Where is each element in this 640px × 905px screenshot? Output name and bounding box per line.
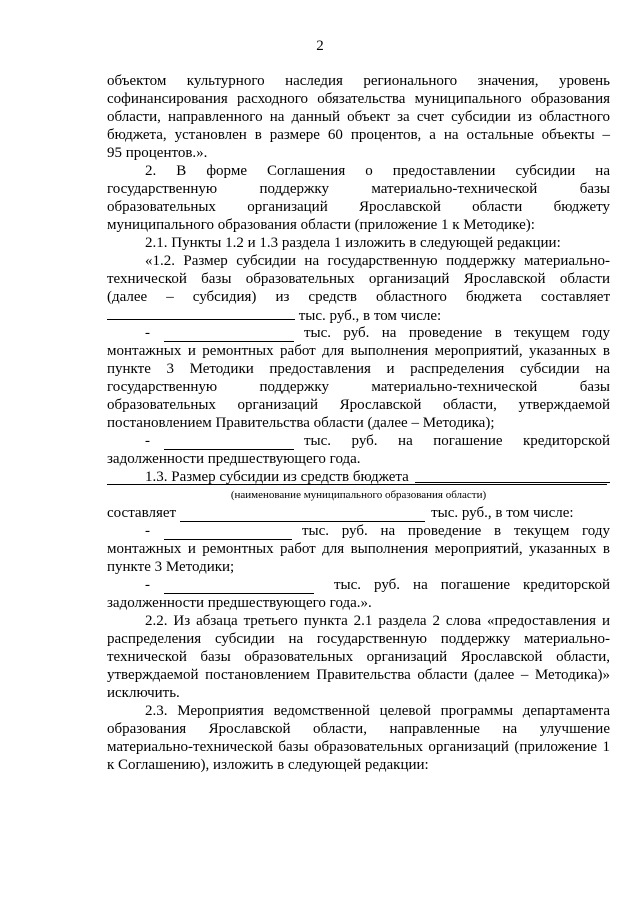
text-line: 2.1. Пункты 1.2 и 1.3 раздела 1 изложить в следующей редакции:	[145, 235, 561, 251]
text-line: задолженности предшествующего года.».	[107, 595, 372, 611]
text-line: софинансирования расходного обязательства муниципального образования	[107, 91, 610, 107]
blank-field	[164, 580, 314, 594]
text-line: тыс. руб., в том числе:	[107, 306, 610, 324]
text-line: монтажных и ремонтных работ для выполнения мероприятий, указанных в	[107, 541, 610, 557]
text-line: образовательных организаций Ярославской области бюджету	[107, 199, 610, 215]
text-line: - тыс. руб. на погашение кредиторской	[145, 433, 610, 449]
text-line: объектом культурного наследия регионального значения, уровень	[107, 73, 610, 89]
text-line: постановлением Правительства области (далее – Методика);	[107, 415, 495, 431]
text-line: 95 процентов.».	[107, 145, 208, 161]
blank-field	[164, 436, 294, 450]
text-line: бюджета, установлен в размере 60 процентов, а на остальные объекты –	[107, 127, 610, 143]
blank-field	[107, 484, 607, 485]
text-line: образовательных организаций Ярославской области, утверждаемой	[107, 397, 610, 413]
text-line: 2.3. Мероприятия ведомственной целевой программы департамента	[145, 703, 610, 719]
page-number: 2	[316, 38, 324, 54]
text-line: государственную поддержку материально-технической базы	[107, 379, 610, 395]
blank-field	[180, 508, 425, 522]
field-caption: (наименование муниципального образования области)	[230, 489, 487, 501]
text-line: пункте 3 Методики;	[107, 559, 235, 575]
text-line: муниципального образования области (приложение 1 к Методике):	[107, 217, 535, 233]
text-line: распределения субсидии на государственную поддержку материально-	[107, 631, 610, 647]
text-line: области, направленного на данный объект за счет субсидии из областного	[107, 109, 610, 125]
text-line: технической базы образовательных организаций Ярославской области,	[107, 649, 610, 665]
text-line: к Соглашению), изложить в следующей редакции:	[107, 757, 429, 773]
text-line: задолженности предшествующего года.	[107, 451, 361, 467]
text-line: 2.2. Из абзаца третьего пункта 2.1 раздела 2 слова «предоставления и	[145, 613, 610, 629]
text-line: 1.3. Размер субсидии из средств бюджета	[145, 468, 610, 486]
text-line: - тыс. руб. на погашение кредиторской	[145, 577, 610, 593]
text-line: государственную поддержку материально-технической базы	[107, 181, 610, 197]
text-line: 2. В форме Соглашения о предоставлении субсидии на	[145, 163, 610, 179]
text-line: материально-технической базы образовательных организаций (приложение 1	[107, 739, 610, 755]
text-line: составляет тыс. руб., в том числе:	[107, 505, 574, 521]
text-line: образования Ярославской области, направленные на улучшение	[107, 721, 610, 737]
blank-field	[164, 328, 294, 342]
text-line: утверждаемой постановлением Правительства области (далее – Методика)»	[107, 667, 610, 683]
blank-field	[415, 469, 610, 483]
blank-field	[164, 526, 292, 540]
text-line: (далее – субсидия) из средств областного бюджета составляет	[107, 289, 610, 305]
text-line: монтажных и ремонтных работ для выполнения мероприятий, указанных в	[107, 343, 610, 359]
text-line: «1.2. Размер субсидии на государственную поддержку материально-	[145, 253, 610, 269]
text-line: технической базы образовательных организаций Ярославской области	[107, 271, 610, 287]
text-line: пункте 3 Методики предоставления и распределения субсидии на	[107, 361, 610, 377]
text-line: - тыс. руб. на проведение в текущем году	[145, 523, 610, 539]
text-line: исключить.	[107, 685, 180, 701]
text-line: - тыс. руб. на проведение в текущем году	[145, 325, 610, 341]
blank-field	[107, 306, 295, 320]
